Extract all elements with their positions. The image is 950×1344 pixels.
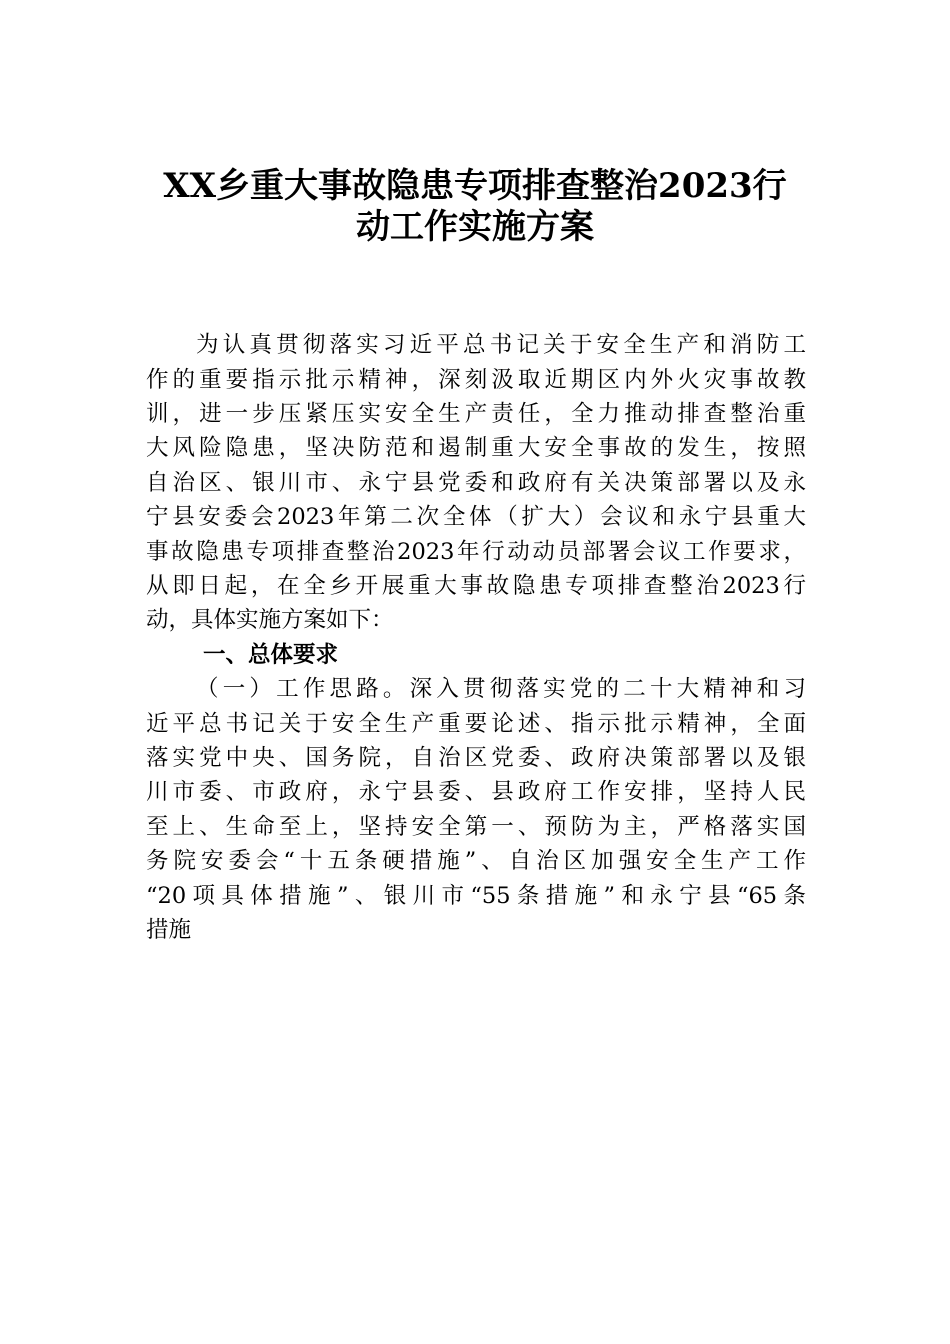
document-title-line-1: XX乡重大事故隐患专项排查整治2023行 — [163, 166, 787, 206]
document-title-line-2: 动工作实施方案 — [356, 207, 594, 247]
paragraph-line: 训，进一步压紧压实安全生产责任，全力推动排查整治重 — [146, 401, 806, 427]
paragraph-line: 动，具体实施方案如下： — [146, 607, 394, 633]
paragraph-line: 自治区、银川市、永宁县党委和政府有关决策部署以及永 — [146, 470, 806, 496]
paragraph-line: 宁县安委会2023年第二次全体（扩大）会议和永宁县重大 — [146, 504, 806, 530]
paragraph-line: 作的重要指示批示精神，深刻汲取近期区内外火灾事故教 — [146, 367, 806, 393]
paragraph-line: 落实党中央、国务院，自治区党委、政府决策部署以及银 — [146, 745, 806, 771]
paragraph-line: 从即日起，在全乡开展重大事故隐患专项排查整治2023行 — [146, 573, 806, 599]
paragraph-line: 务院安委会“十五条硬措施”、自治区加强安全生产工作 — [146, 848, 806, 874]
paragraph-line: 为认真贯彻落实习近平总书记关于安全生产和消防工 — [196, 332, 806, 358]
paragraph-line: 至上、生命至上，坚持安全第一、预防为主，严格落实国 — [146, 814, 806, 840]
paragraph-line: 川市委、市政府，永宁县委、县政府工作安排，坚持人民 — [146, 779, 806, 805]
paragraph-line: 近平总书记关于安全生产重要论述、指示批示精神，全面 — [146, 711, 806, 737]
paragraph-line: 大风险隐患，坚决防范和遏制重大安全事故的发生，按照 — [146, 435, 806, 461]
paragraph-line: “20项具体措施”、银川市“55条措施”和永宁县“65条 — [146, 883, 806, 909]
paragraph-line: 事故隐患专项排查整治2023年行动动员部署会议工作要求， — [146, 539, 806, 565]
section-heading: 一、总体要求 — [203, 642, 339, 668]
paragraph-line: （一）工作思路。深入贯彻落实党的二十大精神和习 — [196, 676, 806, 702]
paragraph-line: 措施 — [146, 917, 192, 943]
